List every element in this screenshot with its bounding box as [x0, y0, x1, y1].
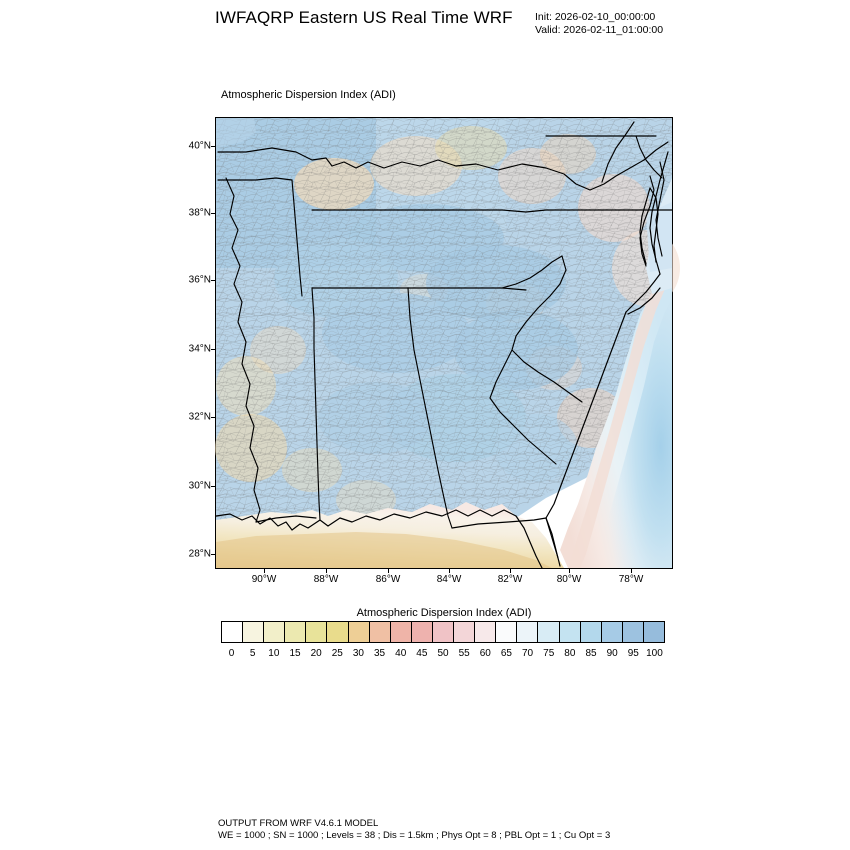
- colorbar-swatch: [222, 622, 243, 642]
- plot-title: Atmospheric Dispersion Index (ADI): [221, 89, 396, 101]
- lat-tick: [211, 417, 216, 418]
- lon-tick: [569, 568, 570, 573]
- run-metadata: [535, 11, 663, 37]
- lon-label-90w: 90°W: [251, 574, 277, 585]
- map-plot-area: [188, 117, 673, 585]
- lat-tick: [211, 486, 216, 487]
- colorbar-swatch: [391, 622, 412, 642]
- colorbar-swatch: [285, 622, 306, 642]
- lon-tick: [449, 568, 450, 573]
- colorbar-swatch: [602, 622, 623, 642]
- colorbar-swatch: [538, 622, 559, 642]
- lon-label-80w: 80°W: [556, 574, 582, 585]
- colorbar-title: Atmospheric Dispersion Index (ADI): [356, 607, 532, 619]
- colorbar-tick: 10: [268, 648, 280, 659]
- lat-tick: [211, 146, 216, 147]
- lat-label-38n: 38°N: [188, 207, 211, 219]
- lat-label-36n: 36°N: [188, 274, 211, 286]
- lon-tick: [264, 568, 265, 573]
- colorbar-tick: 20: [310, 648, 322, 659]
- colorbar-tick: 65: [500, 648, 512, 659]
- colorbar-swatch: [264, 622, 285, 642]
- page-title: IWFAQRP Eastern US Real Time WRF: [215, 8, 513, 27]
- colorbar-swatch: [623, 622, 644, 642]
- lat-label-40n: 40°N: [188, 140, 211, 152]
- colorbar-swatch: [327, 622, 348, 642]
- colorbar-tick: 45: [416, 648, 428, 659]
- lat-tick: [211, 213, 216, 214]
- colorbar-swatch: [496, 622, 517, 642]
- colorbar-swatch: [243, 622, 264, 642]
- lat-label-28n: 28°N: [188, 548, 211, 560]
- colorbar-swatch: [475, 622, 496, 642]
- colorbar-tick: 35: [374, 648, 386, 659]
- model-version-line: OUTPUT FROM WRF V4.6.1 MODEL: [218, 818, 379, 829]
- lon-tick: [631, 568, 632, 573]
- lat-tick: [211, 280, 216, 281]
- lat-label-34n: 34°N: [188, 343, 211, 355]
- colorbar-swatch: [560, 622, 581, 642]
- lat-label-30n: 30°N: [188, 480, 211, 492]
- lon-label-84w: 84°W: [436, 574, 462, 585]
- colorbar-swatch: [412, 622, 433, 642]
- colorbar-tick: 30: [352, 648, 364, 659]
- colorbar-tick: 55: [458, 648, 470, 659]
- lon-label-86w: 86°W: [375, 574, 401, 585]
- colorbar-tick: 80: [564, 648, 576, 659]
- colorbar-tick-labels: [221, 648, 665, 662]
- colorbar-tick: 50: [437, 648, 449, 659]
- lon-label-78w: 78°W: [618, 574, 644, 585]
- colorbar-tick: 75: [543, 648, 555, 659]
- lat-label-32n: 32°N: [188, 411, 211, 423]
- colorbar-swatch: [349, 622, 370, 642]
- colorbar-tick: 90: [606, 648, 618, 659]
- colorbar-tick: 100: [646, 648, 663, 659]
- valid-time: Valid: 2026-02-11_01:00:00: [535, 24, 664, 36]
- init-time: Init: 2026-02-10_00:00:00: [535, 11, 656, 23]
- colorbar-tick: 70: [522, 648, 534, 659]
- colorbar-tick: 95: [627, 648, 639, 659]
- lon-label-88w: 88°W: [313, 574, 339, 585]
- colorbar-swatch: [306, 622, 327, 642]
- colorbar-tick: 15: [289, 648, 301, 659]
- lon-label-82w: 82°W: [497, 574, 523, 585]
- lon-tick: [510, 568, 511, 573]
- colorbar-tick: 40: [395, 648, 407, 659]
- lat-tick: [211, 554, 216, 555]
- map-canvas: [216, 118, 672, 568]
- colorbar-swatch: [370, 622, 391, 642]
- model-output-info: [218, 818, 610, 842]
- model-config-line: WE = 1000 ; SN = 1000 ; Levels = 38 ; Dis = 1.5km ; Phys Opt = 8 ; PBL Opt = 1 ; Cu Opt = 3: [218, 830, 611, 841]
- lon-tick: [388, 568, 389, 573]
- colorbar-tick: 5: [249, 648, 256, 659]
- colorbar-swatch: [433, 622, 454, 642]
- colorbar-tick: 85: [585, 648, 597, 659]
- colorbar-swatch: [581, 622, 602, 642]
- lon-tick: [326, 568, 327, 573]
- lat-tick: [211, 349, 216, 350]
- colorbar-tick: 0: [228, 648, 235, 659]
- colorbar: [221, 621, 665, 643]
- colorbar-swatch: [454, 622, 475, 642]
- colorbar-swatch: [517, 622, 538, 642]
- colorbar-swatch: [644, 622, 664, 642]
- colorbar-tick: 25: [331, 648, 343, 659]
- colorbar-tick: 60: [479, 648, 491, 659]
